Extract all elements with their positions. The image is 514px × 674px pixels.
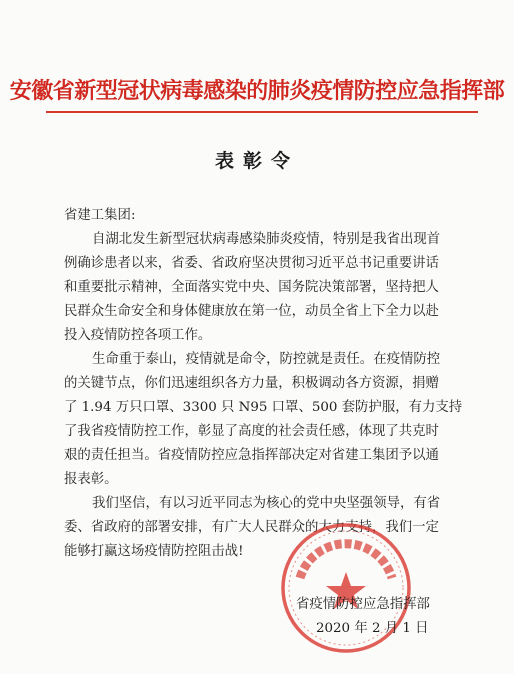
red-header-rule [46, 111, 478, 113]
paragraph-line: 了 1.94 万只口罩、3300 只 N95 口罩、500 套防护服，有力支持 [64, 400, 463, 415]
paragraph-line: 投入疫情防控各项工作。 [64, 328, 212, 343]
paragraph-line: 委、省政府的部署安排，有广大人民群众的大力支持，我们一定 [64, 520, 439, 535]
paragraph-line: 生命重于泰山，疫情就是命令，防控就是责任。在疫情防控 [92, 352, 441, 367]
paragraph-line: 自湖北发生新型冠状病毒感染肺炎疫情，特别是我省出现首 [92, 232, 441, 247]
paragraph-line: 的关键节点，你们迅速组织各方力量，积极调动各方资源，捐赠 [64, 376, 439, 391]
paragraph-line: 报表彰。 [64, 472, 118, 487]
paragraph-line: 艰的责任担当。省疫情防控应急指挥部决定对省建工集团予以通 [64, 448, 439, 463]
addressee: 省建工集团: [64, 208, 136, 223]
paragraph-line: 能够打赢这场疫情防控阻击战! [64, 544, 244, 559]
signature-organization: 省疫情防控应急指挥部 [296, 597, 430, 612]
paragraph-line: 和重要批示精神，全面落实党中央、国务院决策部署，坚持把人 [64, 280, 439, 295]
paragraph-line: 我们坚信，有以习近平同志为核心的党中央坚强领导，有省 [92, 496, 441, 511]
signature-date: 2020 年 2 月 1 日 [316, 621, 429, 636]
paragraph-line: 例确诊患者以来，省委、省政府坚决贯彻习近平总书记重要讲话 [64, 256, 439, 271]
paragraph-line: 了我省疫情防控工作，彰显了高度的社会责任感，体现了共克时 [64, 424, 439, 439]
document-title: 表彰令 [214, 150, 299, 172]
issuing-authority-title: 安徽省新型冠状病毒感染的肺炎疫情防控应急指挥部 [9, 79, 505, 104]
paragraph-line: 民群众生命安全和身体健康放在第一位，动员全省上下全力以赴 [64, 304, 439, 319]
